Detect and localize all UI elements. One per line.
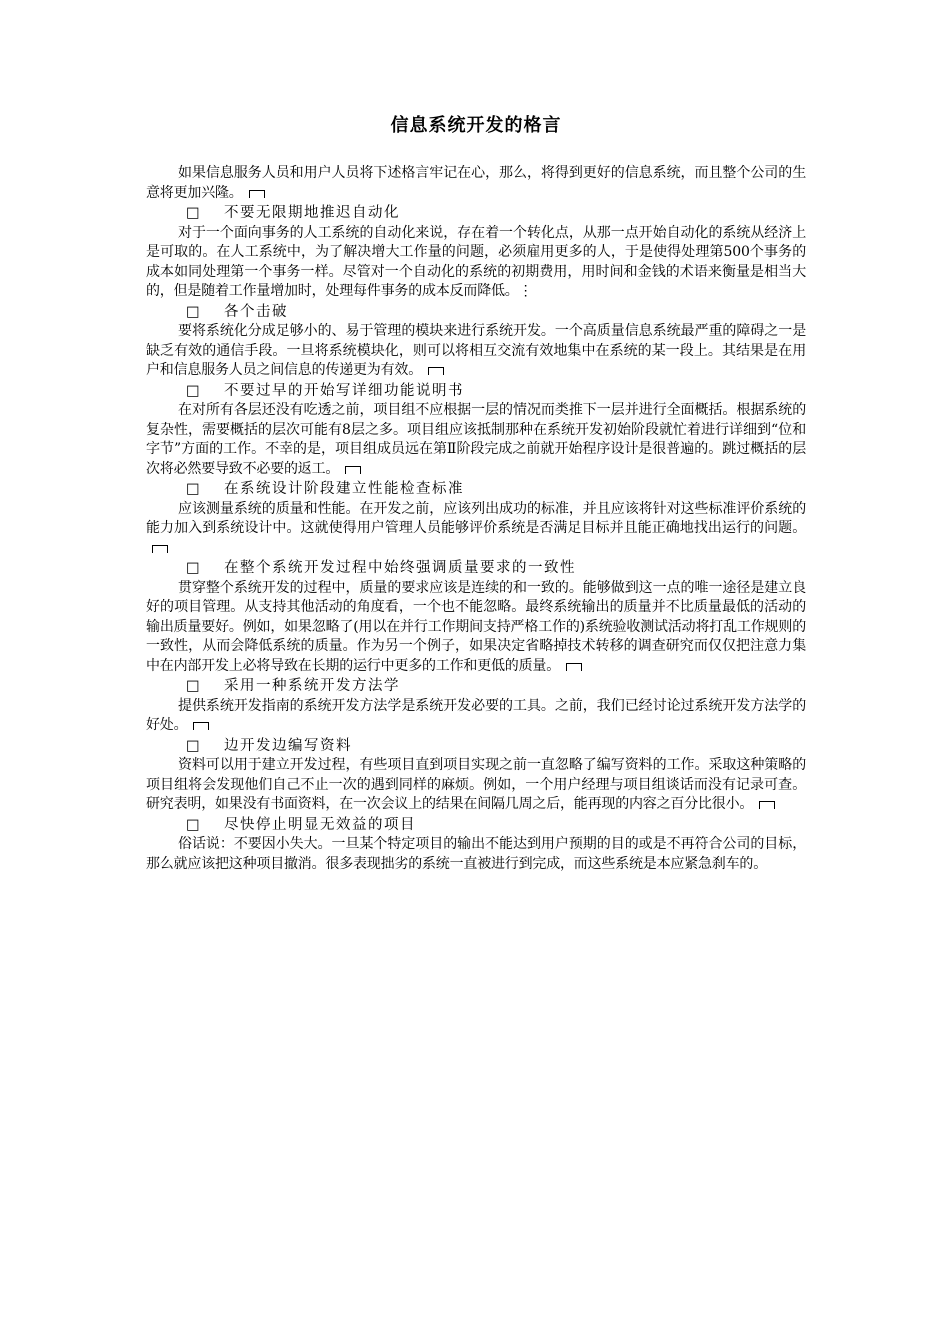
paragraph-end-mark-icon (152, 545, 168, 553)
section-body (146, 224, 806, 302)
section-body (146, 401, 806, 479)
section-heading-text: 在系统设计阶段建立性能检查标准 (224, 481, 464, 497)
section-heading-text: 采用一种系统开发方法学 (224, 678, 400, 694)
section-body (146, 697, 806, 736)
section-body-text: 资料可以用于建立开发过程，有些项目直到项目实现之前一直忽略了编写资料的工作。采取这种策略的项目组将会发现他们自己不止一次的遇到同样的麻烦。例如，一个用户经理与项目组谈话而没有记录可查。研究表明，如果没有书面资料，在一次会议上的结果在间隔几周之后，能再现的内容之百分比很小。 (146, 757, 806, 812)
paragraph-end-mark-icon (428, 367, 444, 375)
section-heading (146, 302, 806, 323)
paragraph-end-mark-icon (759, 801, 775, 809)
section-body-text: 应该测量系统的质量和性能。在开发之前，应该列出成功的标准，并且应该将针对这些标准评价系统的能力加入到系统设计中。这就使得用户管理人员能够评价系统是否满足目标并且能正确地找出运行的问题。 (146, 500, 806, 536)
section-heading-text: 在整个系统开发过程中始终强调质量要求的一致性 (224, 560, 576, 576)
section-heading (146, 736, 806, 757)
checkbox-bullet-icon: □ (186, 678, 200, 694)
section-heading-text: 边开发边编写资料 (224, 737, 352, 754)
section-heading (146, 479, 806, 500)
section-body (146, 500, 806, 559)
section-body-text: 要将系统化分成足够小的、易于管理的模块来进行系统开发。一个高质量信息系统最严重的障碍之一是缺乏有效的通信手段。一旦将系统模块化，则可以将相互交流有效地集中在系统的某一段上。其结果是在用户和信息服务人员之间信息的传递更为有效。 (146, 323, 806, 378)
section-body (146, 835, 806, 874)
section-heading-text: 各个击破 (224, 303, 288, 320)
paragraph-end-mark-icon (249, 190, 265, 198)
section-body-text: 提供系统开发指南的系统开发方法学是系统开发必要的工具。之前，我们已经讨论过系统开发方法学的好处。 (146, 697, 806, 733)
section-body-text: 贯穿整个系统开发的过程中，质量的要求应该是连续的和一致的。能够做到这一点的唯一途径是建立良好的项目管理。从支持其他活动的角度看，一个也不能忽略。最终系统输出的质量并不比质量最低的活动的输出质量要好。例如，如果忽略了(用以在并行工作期间支持严格工作的)系统验收测试活动将打乱工作规则的一致性，从而会降低系统的质量。作为另一个例子，如果决定省略掉技术转移的调查研究而仅仅把注意力集中在内部开发上必将导致在长期的运行中更多的工作和更低的质量。 (146, 579, 806, 674)
section-heading (146, 558, 806, 579)
paragraph-end-mark-icon (193, 722, 209, 730)
checkbox-bullet-icon: □ (186, 816, 200, 833)
section-body (146, 322, 806, 381)
section-heading (146, 203, 806, 224)
section-heading-text: 不要过早的开始写详细功能说明书 (224, 382, 464, 399)
section-heading (146, 676, 806, 697)
section-body-text: 俗话说：不要因小失大。一旦某个特定项目的输出不能达到用户预期的目的或是不再符合公司的目标，那么就应该把这种项目撤消。很多表现拙劣的系统一直被进行到完成，而这些系统是本应紧急刹车的。 (146, 836, 806, 872)
checkbox-bullet-icon: □ (186, 481, 200, 497)
checkbox-bullet-icon: □ (186, 205, 200, 221)
checkbox-bullet-icon: □ (186, 303, 200, 320)
section-heading-text: 尽快停止明显无效益的项目 (224, 816, 416, 833)
intro-paragraph (146, 164, 806, 203)
section-body-text: 对于一个面向事务的人工系统的自动化来说，存在着一个转化点，从那一点开始自动化的系统从经济上是可取的。在人工系统中，为了解决增大工作量的问题，必须雇用更多的人，于是使得处理第500个事务的成本如同处理第一个事务一样。尽管对一个自动化的系统的初期费用，用时间和金钱的术语来衡量是相当大的，但是随着工作量增加时，处理每件事务的成本反而降低。⋮ (146, 224, 806, 299)
intro-text: 如果信息服务人员和用户人员将下述格言牢记在心，那么，将得到更好的信息系统，而且整个公司的生意将更加兴隆。 (146, 165, 806, 201)
checkbox-bullet-icon: □ (186, 382, 200, 399)
document-title: 信息系统开发的格言 (390, 115, 562, 136)
section-body (146, 579, 806, 677)
checkbox-bullet-icon: □ (186, 737, 200, 754)
section-heading (146, 381, 806, 402)
paragraph-end-mark-icon (345, 466, 361, 474)
checkbox-bullet-icon: □ (186, 560, 200, 576)
document-page (146, 112, 806, 874)
section-body (146, 756, 806, 815)
paragraph-end-mark-icon (566, 663, 582, 671)
section-body-text: 在对所有各层还没有吃透之前，项目组不应根据一层的情况而类推下一层并进行全面概括。根据系统的复杂性，需要概括的层次可能有8层之多。项目组应该抵制那种在系统开发初始阶段就忙着进行详细到“位和字节”方面的工作。不幸的是，项目组成员远在第Ⅱ阶段完成之前就开始程序设计是很普遍的。跳过概括的层次将必然要导致不必要的返工。 (146, 402, 806, 477)
section-heading (146, 815, 806, 836)
section-heading-text: 不要无限期地推迟自动化 (224, 205, 400, 221)
